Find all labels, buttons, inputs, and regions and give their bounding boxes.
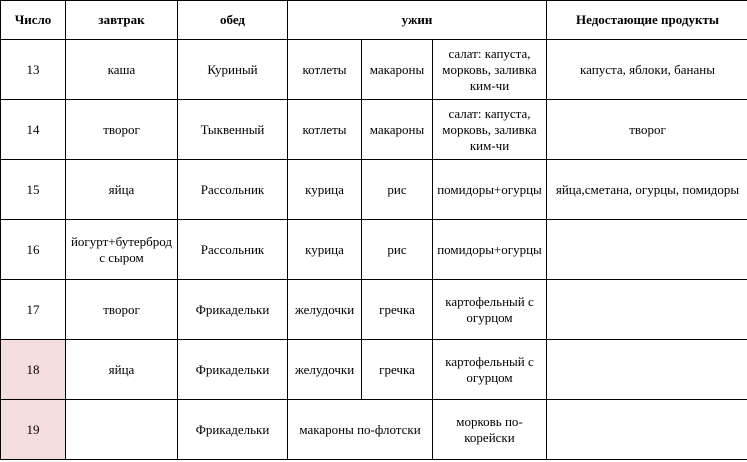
cell-lunch[interactable]: Рассольник [178, 220, 288, 280]
cell-dinner-side[interactable]: гречка [362, 340, 433, 400]
cell-day[interactable]: 19 [1, 400, 66, 460]
cell-dinner-main[interactable]: курица [288, 160, 362, 220]
cell-day[interactable]: 14 [1, 100, 66, 160]
header-day[interactable]: Число [1, 1, 66, 40]
cell-dinner-side[interactable]: макароны [362, 40, 433, 100]
cell-breakfast[interactable] [66, 400, 178, 460]
table-row [1, 160, 747, 220]
cell-day[interactable]: 17 [1, 280, 66, 340]
cell-dinner-side[interactable]: рис [362, 160, 433, 220]
table-row [1, 280, 747, 340]
cell-dinner-salad[interactable]: помидоры+огурцы [433, 160, 547, 220]
cell-breakfast[interactable]: творог [66, 100, 178, 160]
cell-day[interactable]: 13 [1, 40, 66, 100]
cell-lunch[interactable]: Куриный [178, 40, 288, 100]
table-row [1, 100, 747, 160]
cell-missing-products[interactable] [547, 280, 747, 340]
cell-dinner-salad[interactable]: морковь по-корейски [433, 400, 547, 460]
table-row [1, 40, 747, 100]
cell-lunch[interactable]: Фрикадельки [178, 280, 288, 340]
header-breakfast[interactable]: завтрак [66, 1, 178, 40]
cell-dinner-main[interactable]: желудочки [288, 340, 362, 400]
table-row [1, 400, 747, 460]
cell-missing-products[interactable] [547, 340, 747, 400]
cell-dinner-main[interactable]: котлеты [288, 100, 362, 160]
header-dinner[interactable]: ужин [288, 1, 547, 40]
cell-dinner-main[interactable]: курица [288, 220, 362, 280]
header-lunch[interactable]: обед [178, 1, 288, 40]
cell-dinner-main[interactable]: котлеты [288, 40, 362, 100]
cell-day[interactable]: 18 [1, 340, 66, 400]
header-row [1, 1, 747, 40]
cell-dinner-main[interactable]: желудочки [288, 280, 362, 340]
cell-lunch[interactable]: Рассольник [178, 160, 288, 220]
cell-lunch[interactable]: Тыквенный [178, 100, 288, 160]
cell-breakfast[interactable]: творог [66, 280, 178, 340]
cell-dinner-salad[interactable]: картофельный с огурцом [433, 340, 547, 400]
cell-day[interactable]: 16 [1, 220, 66, 280]
cell-dinner-main[interactable]: макароны по-флотски [288, 400, 433, 460]
cell-dinner-side[interactable]: макароны [362, 100, 433, 160]
cell-lunch[interactable]: Фрикадельки [178, 400, 288, 460]
cell-lunch[interactable]: Фрикадельки [178, 340, 288, 400]
table-row [1, 220, 747, 280]
table-row [1, 340, 747, 400]
cell-missing-products[interactable] [547, 400, 747, 460]
cell-breakfast[interactable]: яйца [66, 340, 178, 400]
cell-breakfast[interactable]: каша [66, 40, 178, 100]
cell-missing-products[interactable]: творог [547, 100, 747, 160]
cell-dinner-salad[interactable]: салат: капуста, морковь, заливка ким-чи [433, 100, 547, 160]
header-missing-products[interactable]: Недостающие продукты [547, 1, 747, 40]
cell-missing-products[interactable] [547, 220, 747, 280]
cell-dinner-salad[interactable]: салат: капуста, морковь, заливка ким-чи [433, 40, 547, 100]
cell-breakfast[interactable]: яйца [66, 160, 178, 220]
cell-breakfast[interactable]: йогурт+бутерброд с сыром [66, 220, 178, 280]
cell-missing-products[interactable]: яйца,сметана, огурцы, помидоры [547, 160, 747, 220]
cell-dinner-salad[interactable]: помидоры+огурцы [433, 220, 547, 280]
cell-dinner-side[interactable]: гречка [362, 280, 433, 340]
cell-dinner-side[interactable]: рис [362, 220, 433, 280]
cell-day[interactable]: 15 [1, 160, 66, 220]
cell-missing-products[interactable]: капуста, яблоки, бананы [547, 40, 747, 100]
cell-dinner-salad[interactable]: картофельный с огурцом [433, 280, 547, 340]
